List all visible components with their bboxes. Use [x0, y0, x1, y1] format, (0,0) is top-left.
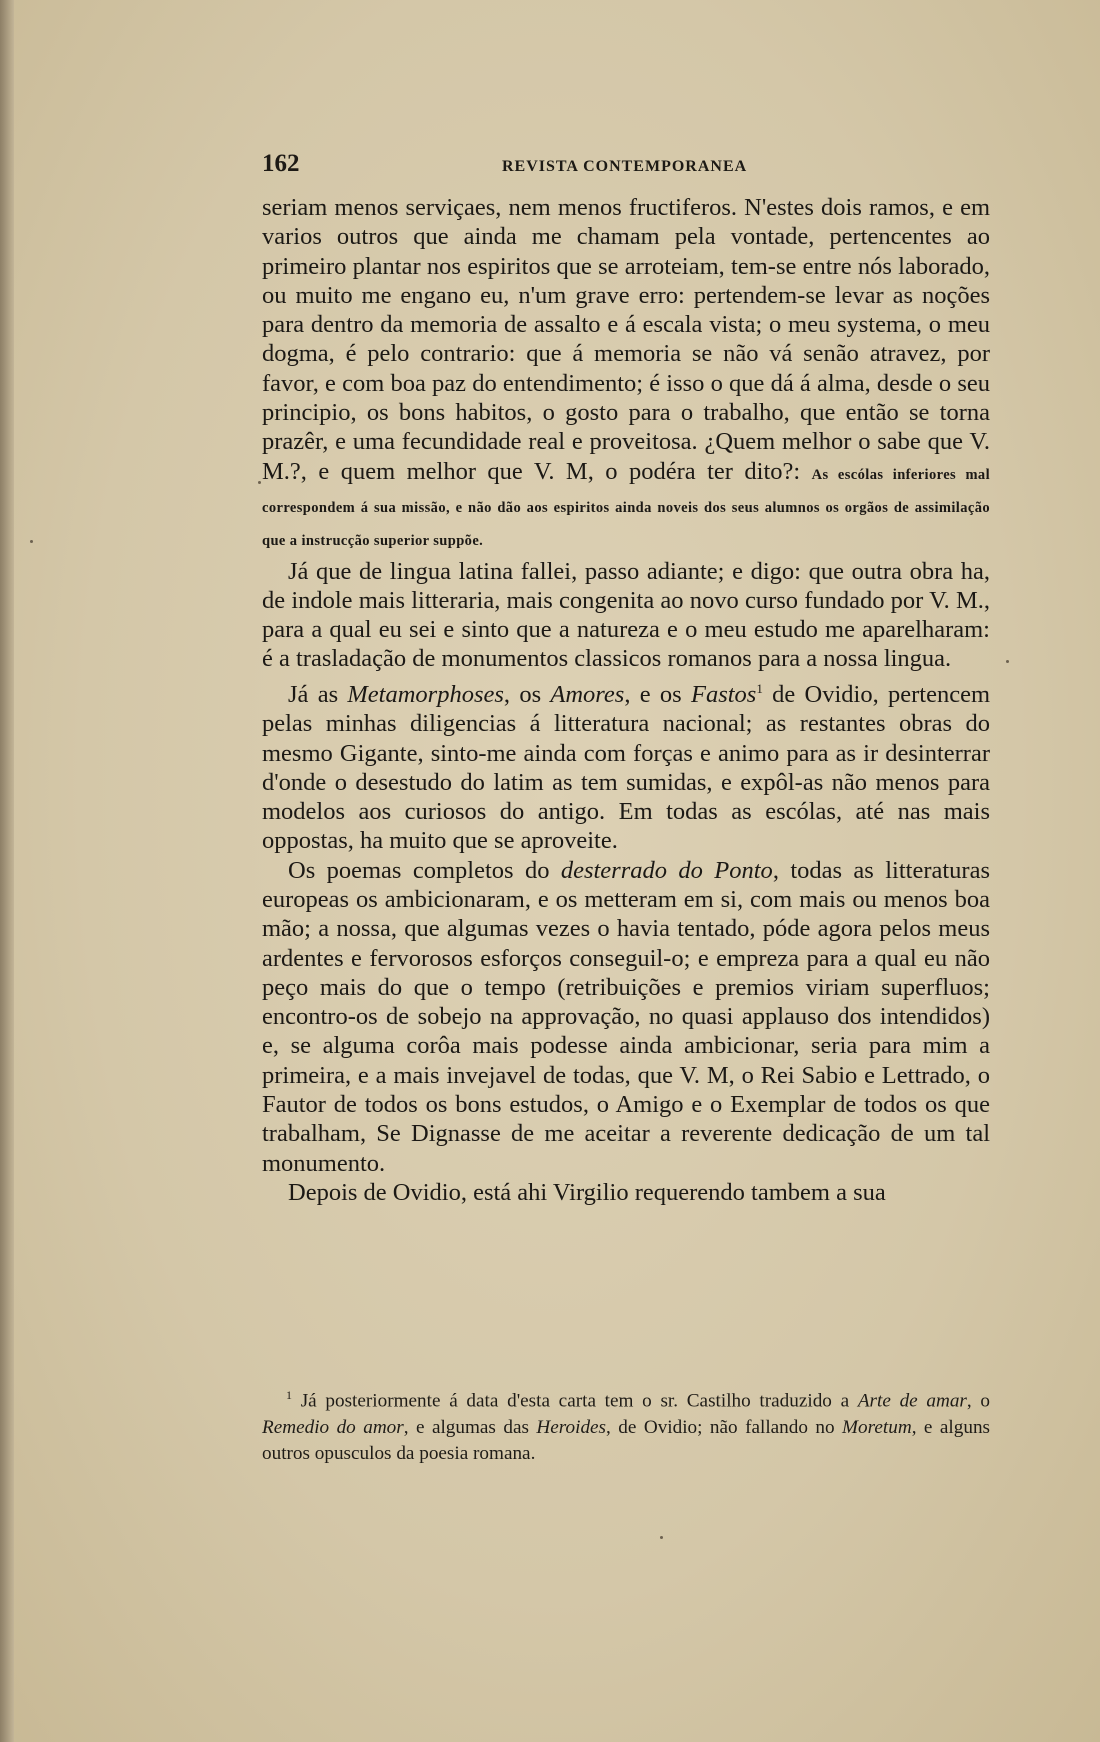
epithet-desterrado: desterrado do Ponto: [560, 856, 773, 884]
journal-title: REVISTA CONTEMPORANEA: [502, 158, 748, 175]
footnote-reference: 1: [756, 680, 763, 696]
paper-speck: [30, 540, 33, 543]
paragraph-1: [262, 193, 990, 557]
paragraph-3-sep-1: , os: [503, 680, 551, 708]
running-head: [262, 150, 992, 184]
paragraph-3: [262, 674, 990, 856]
paragraph-4-text: , todas as litteraturas europeas os ambicionaram, e os metteram em si, com mais ou menos boa mão; a nossa, que algumas vezes o havia tentado, póde agora pelos meus ardentes e fervorosos esforços conseguil-o; e empreza para a qual eu não peço mais do que o tempo (retribuições e premios viriam superfluos; encontro-os de sobejo na approvação, no quasi applauso dos intendidos) e, se alguma corôa mais podesse ainda ambicionar, seria para mim a primeira, e a mais invejavel de todas, que V. M, o Rei Sabio e Lettrado, o Fautor de todos os bons estudos, o Amigo e o Exemplar de todos os que trabalham, Se Dignasse de me aceitar a reverente dedicação de um tal monumento.: [262, 856, 990, 1177]
page-edge-shadow: [0, 0, 14, 1742]
paragraph-1-text: seriam menos serviçaes, nem menos fructiferos. N'estes dois ramos, e em varios outros que ainda me chamam pela vontade, pertencentes ao primeiro plantar nos espiritos que se arroteiam, tem-se entre nós laborado, ou muito me engano eu, n'um grave erro: pertendem-se levar as noções para dentro da memoria de assalto e á escala vista; o meu systema, o meu dogma, é pelo contrario: que á memoria se não vá senão atravez, por favor, e com boa paz do entendimento; é isso o que dá á alma, desde o seu principio, os bons habitos, o gosto para o trabalho, que então se torna prazêr, e uma fecundidade real e proveitosa. ¿Quem melhor o sabe que V. M.?, e quem melhor que V. M, o podéra ter dito?:: [262, 194, 990, 485]
paragraph-3-text: de Ovidio, pertencem pelas minhas diligencias á litteratura nacional; as restantes obras do mesmo Gigante, sinto-me ainda com forças e animo para as ir desinterrar d'onde o desestudo do latim as tem sumidas, e expôl-as não menos para modelos aos curiosos do antigo. Em todas as escólas, até nas mais oppostas, ha muito que se aproveite.: [262, 680, 990, 855]
footnote-text-2: , o: [966, 1390, 991, 1412]
footnote-title-remedio: Remedio do amor: [262, 1416, 404, 1438]
paper-speck: [660, 1536, 663, 1539]
paragraph-2: Já que de lingua latina fallei, passo adiante; e digo: que outra obra ha, de indole mais litteraria, mais congenita ao novo curso fundado por V. M., para a qual eu sei e sinto que a natureza e o meu estudo me aparelharam: é a trasladação de monumentos classicos romanos para a nossa lingua.: [262, 557, 990, 673]
footnote-title-moretum: Moretum: [842, 1416, 912, 1438]
footnote-paragraph: [262, 1382, 990, 1468]
page-number: 162: [262, 150, 300, 177]
title-metamorphoses: Metamorphoses: [347, 680, 504, 708]
paragraph-4-lead: Os poemas completos do: [288, 856, 561, 884]
paragraph-3-sep-2: , e os: [624, 680, 691, 708]
paper-speck: [258, 481, 261, 484]
paragraph-4: [262, 856, 990, 1178]
footnote-text-1: Já posteriormente á data d'esta carta tem o sr. Castilho traduzido a: [292, 1390, 858, 1412]
smallcaps-passage: As escólas inferiores mal correspondem á sua missão, e não dão aos espiritos ainda noveis dos seus alumnos os orgãos de assimilação que a instrucção superior suppõe.: [262, 466, 991, 550]
footnote: [262, 1382, 990, 1468]
footnote-title-heroides: Heroides: [536, 1416, 607, 1438]
title-amores: Amores: [550, 680, 625, 708]
body-text: [262, 193, 990, 1207]
title-fastos: Fastos: [690, 680, 757, 708]
footnote-marker: 1: [286, 1388, 292, 1402]
footnote-text-4: , de Ovidio; não fallando no: [606, 1416, 843, 1438]
footnote-text-5: , e alguns outros opusculos da poesia romana.: [262, 1416, 991, 1465]
paper-speck: [1006, 660, 1009, 663]
footnote-text-3: , e algumas das: [403, 1416, 537, 1438]
footnote-title-arte: Arte de amar: [857, 1390, 967, 1412]
paragraph-3-lead: Já as: [288, 680, 348, 708]
paragraph-5: Depois de Ovidio, está ahi Virgilio requerendo tambem a sua: [288, 1178, 886, 1206]
